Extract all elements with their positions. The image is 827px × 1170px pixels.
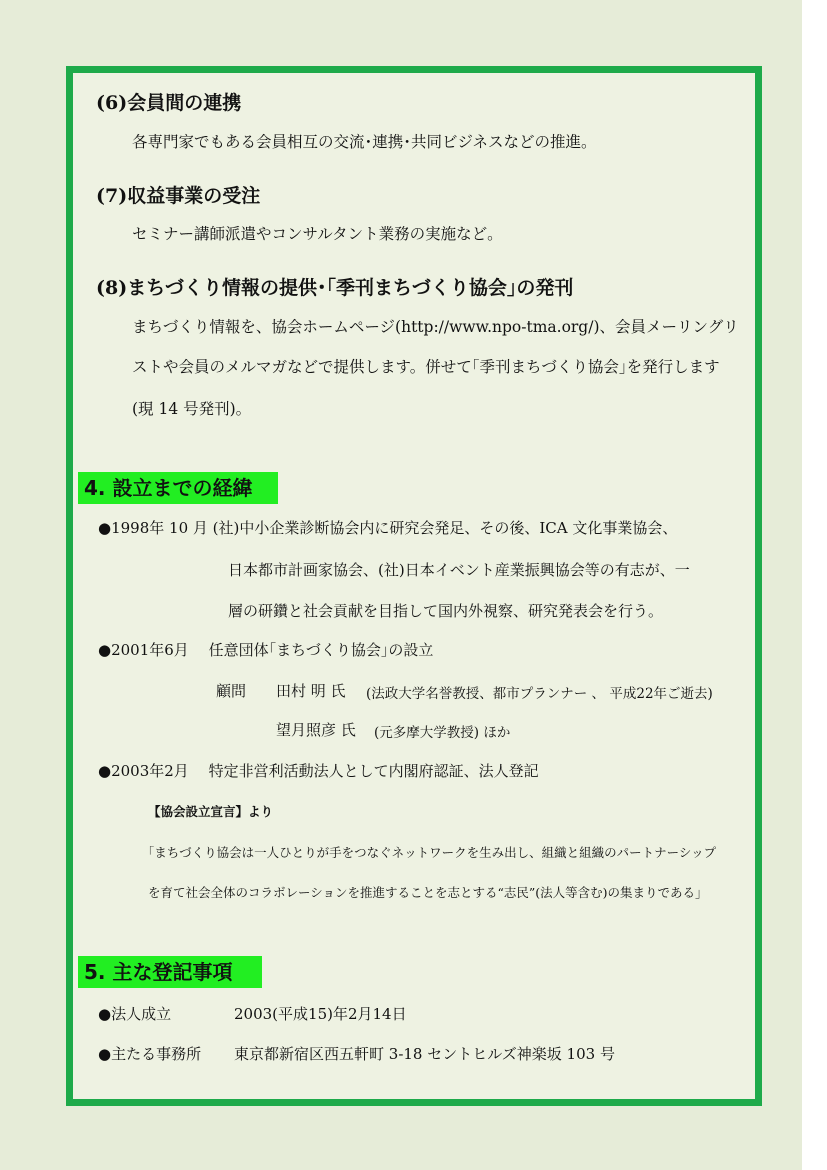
section-4-title: 4. 設立までの経緯 (78, 472, 278, 504)
heading-7: (7)収益事業の受注 (96, 185, 261, 207)
event-2003: ●2003年2月 特定非営利活動法人として内閣府認証、法人登記 (98, 762, 539, 780)
registry-office-label: ●主たる事務所 (98, 1045, 202, 1063)
declaration-line2: を育て社会全体のコラボレーションを推進することを志とする“志民”(法人等含む)の集まりである｣ (148, 885, 702, 900)
event-1998-line3: 層の研鑽と社会貢献を目指して国内外視察、研究発表会を行う。 (228, 602, 664, 620)
paragraph-6: 各専門家でもある会員相互の交流･連携･共同ビジネスなどの推進。 (132, 133, 597, 151)
advisor-1-note: (法政大学名誉教授、都市プランナー 、 平成22年ご逝去) (366, 686, 713, 702)
registry-established-label: ●法人成立 (98, 1005, 172, 1023)
paragraph-8-line1: まちづくり情報を、協会ホームページ(http://www.npo-tma.org/)、会員メーリングリ (132, 318, 739, 336)
advisor-2-note: (元多摩大学教授) ほか (374, 725, 511, 741)
section-5-title: 5. 主な登記事項 (78, 956, 262, 988)
paragraph-7: セミナー講師派遣やコンサルタント業務の実施など。 (132, 225, 503, 243)
paragraph-8-line2: ストや会員のメルマガなどで提供します。併せて｢季刊まちづくり協会｣を発行します (132, 358, 720, 376)
registry-established-value: 2003(平成15)年2月14日 (234, 1005, 407, 1023)
declaration-line1: ｢まちづくり協会は一人ひとりが手をつなぐネットワークを生み出し、組織と組織のパートナーシップ (148, 845, 717, 860)
advisor-label: 顧問 (216, 682, 247, 700)
registry-office-value: 東京都新宿区西五軒町 3-18 セントヒルズ神楽坂 103 号 (234, 1045, 615, 1063)
event-1998-line1: ●1998年 10 月 (社)中小企業診断協会内に研究会発足、その後、ICA 文化事業協会、 (98, 519, 678, 537)
heading-6: (6)会員間の連携 (96, 92, 242, 114)
paragraph-8-line3: (現 14 号発刊)。 (132, 400, 252, 418)
advisor-1-name: 田村 明 氏 (276, 682, 346, 700)
page-margin-strip (802, 0, 827, 1170)
heading-8: (8)まちづくり情報の提供･｢季刊まちづくり協会｣の発刊 (96, 277, 574, 299)
event-2001: ●2001年6月 任意団体｢まちづくり協会｣の設立 (98, 641, 434, 659)
declaration-heading: 【協会設立宣言】より (148, 804, 274, 819)
advisor-2-name: 望月照彦 氏 (276, 721, 356, 739)
event-1998-line2: 日本都市計画家協会、(社)日本イベント産業振興協会等の有志が、一 (228, 561, 690, 579)
